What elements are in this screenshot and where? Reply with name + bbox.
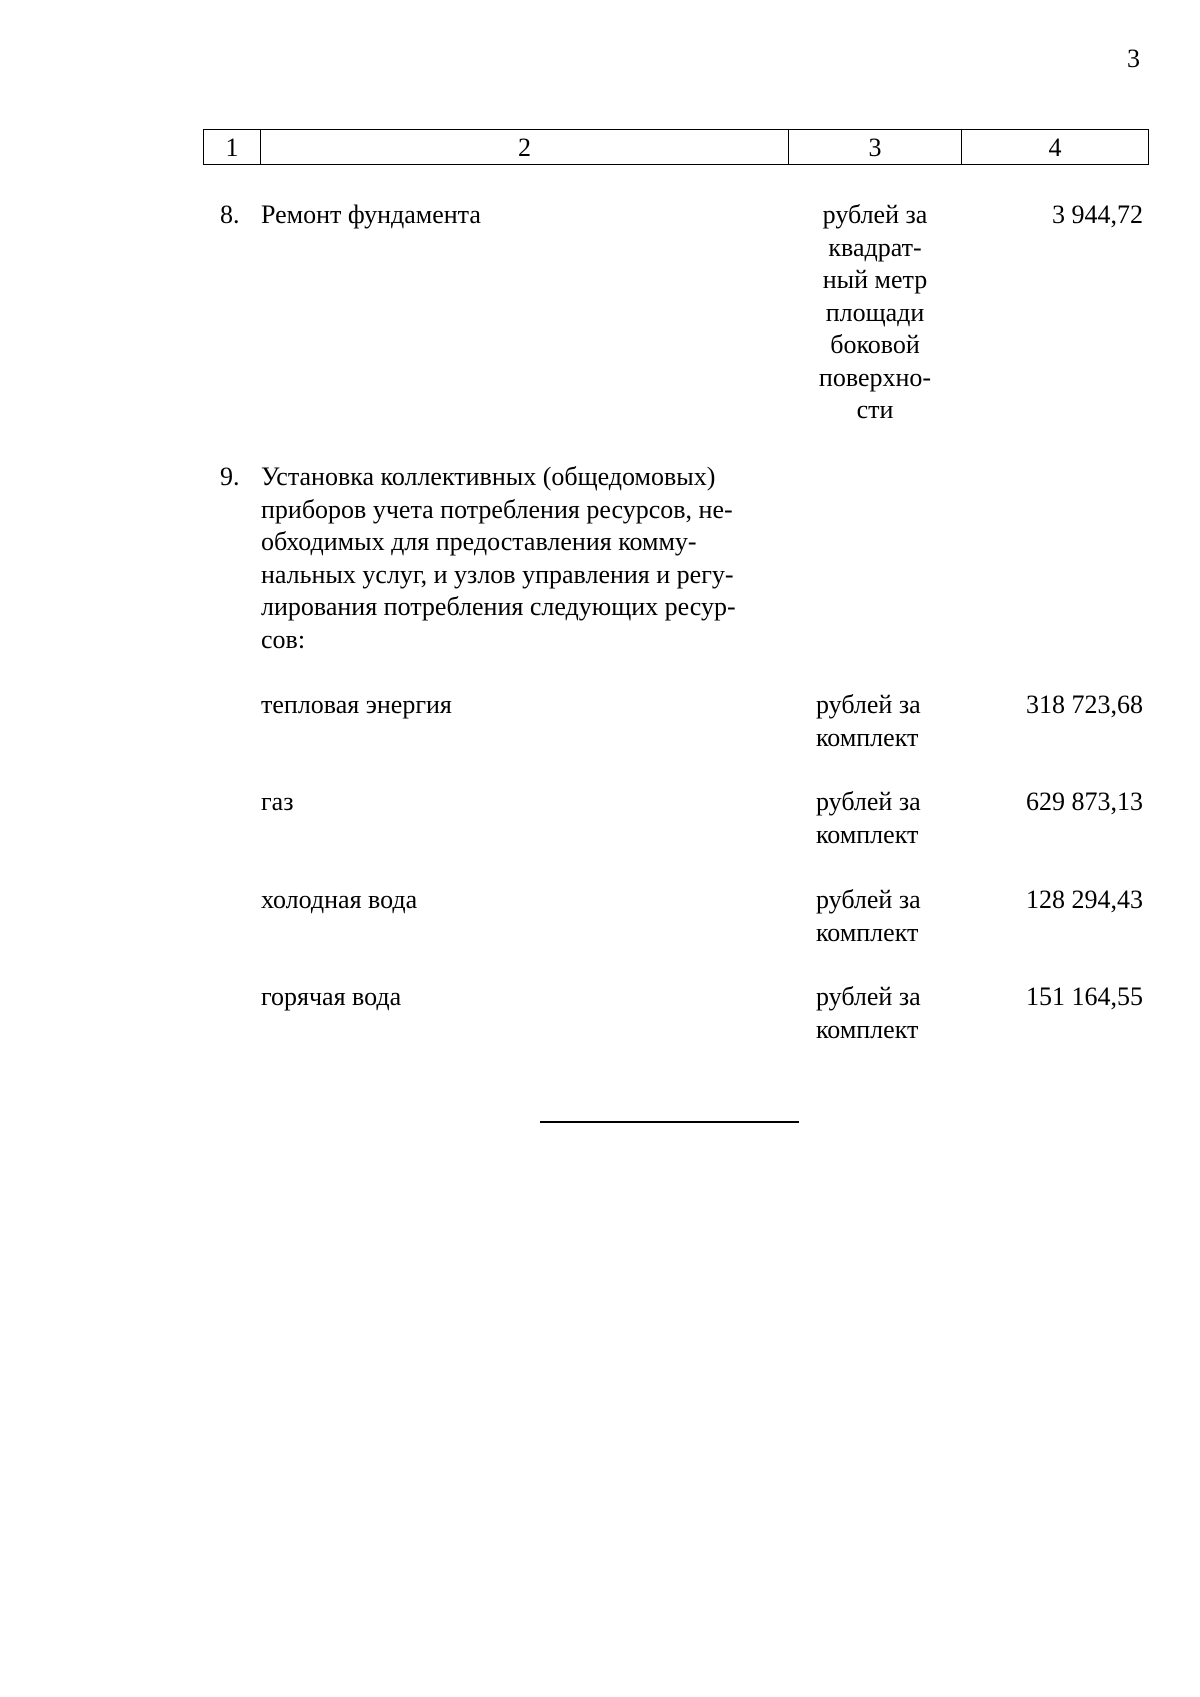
subitem-unit — [816, 884, 966, 949]
unit-line: боковой — [830, 330, 920, 359]
item-8-number: 8. — [220, 200, 240, 229]
page-number: 3 — [1127, 44, 1140, 73]
subitem-name: горячая вода — [261, 982, 402, 1011]
unit-line: рублей за — [816, 690, 921, 719]
item-9-name-line: нальных услуг, и узлов управления и регу- — [261, 559, 734, 589]
item-9-name-line: приборов учета потребления ресурсов, не- — [261, 494, 733, 524]
table-header-col-2: 2 — [261, 130, 789, 165]
unit-line: сти — [856, 395, 894, 424]
subitem-name: газ — [261, 787, 294, 816]
unit-line: ный метр — [822, 265, 928, 294]
unit-line: площади — [825, 297, 925, 327]
subitem-name: тепловая энергия — [261, 690, 452, 719]
table-header-col-3: 3 — [789, 130, 962, 165]
unit-line: комплект — [816, 722, 919, 752]
unit-line: комплект — [816, 819, 919, 849]
subitem-value: 128 294,43 — [1026, 885, 1143, 914]
closing-rule — [540, 1121, 799, 1123]
unit-line: рублей за — [816, 982, 921, 1011]
unit-line: комплект — [816, 1014, 919, 1044]
subitem-value: 151 164,55 — [1026, 982, 1143, 1011]
subitem-unit — [816, 786, 966, 851]
subitem-value: 318 723,68 — [1026, 690, 1143, 719]
subitem-unit — [816, 689, 966, 754]
table-header-col-4: 4 — [962, 130, 1149, 165]
subitem-name: холодная вода — [261, 885, 418, 914]
item-9-name-line: лирования потребления следующих ресур- — [261, 592, 736, 621]
unit-line: поверхно- — [818, 362, 932, 392]
item-9-name-line: Установка коллективных (общедомовых) — [261, 462, 716, 491]
unit-line: комплект — [816, 917, 919, 947]
item-9-number: 9. — [220, 462, 240, 491]
unit-line: квадрат- — [828, 232, 922, 262]
unit-line: рублей за — [816, 885, 921, 914]
item-8-value: 3 944,72 — [1052, 200, 1143, 229]
item-8-unit — [800, 199, 950, 427]
subitem-unit — [816, 981, 966, 1046]
table-header — [203, 129, 1149, 165]
item-8-name: Ремонт фундамента — [261, 200, 481, 229]
item-9-name — [261, 461, 787, 656]
item-9-name-line: сов: — [261, 624, 306, 654]
table-header-col-1: 1 — [204, 130, 261, 165]
item-9-name-line: обходимых для предоставления комму- — [261, 527, 697, 556]
unit-line: рублей за — [822, 200, 928, 229]
unit-line: рублей за — [816, 787, 921, 816]
subitem-value: 629 873,13 — [1026, 787, 1143, 816]
